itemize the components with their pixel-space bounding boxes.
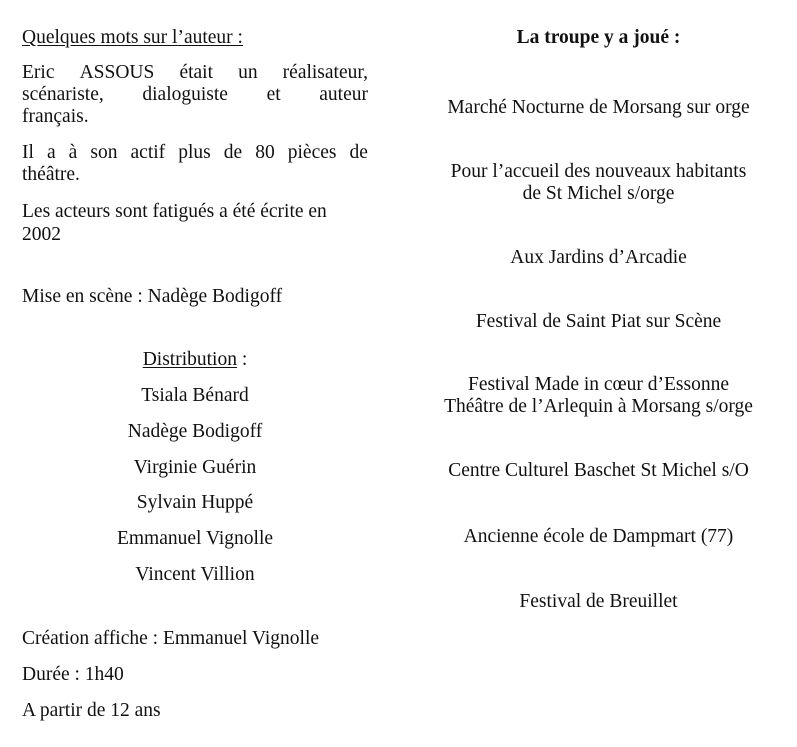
author-heading [22, 27, 243, 48]
bio-line-5: théâtre. [22, 164, 80, 185]
word: Eric [22, 62, 55, 83]
distribution-heading [22, 349, 368, 370]
venue: Marché Nocturne de Morsang sur orge [447, 97, 750, 118]
word: et [266, 84, 281, 105]
word: scénariste, [22, 84, 104, 105]
bio-line-4 [22, 142, 368, 163]
word: Il [22, 142, 34, 163]
venue: Pour l’accueil des nouveaux habitants [450, 161, 747, 182]
word: à [68, 142, 78, 163]
actor: Virginie Guérin [133, 457, 257, 478]
venue: Festival de Breuillet [519, 591, 678, 612]
venues-heading: La troupe y a joué : [516, 27, 681, 48]
venue: Festival Made in cœur d’Essonne [467, 374, 730, 395]
bio-line-2 [22, 84, 368, 105]
word: un [238, 62, 258, 83]
distribution-heading-text: Distribution [142, 349, 237, 370]
bio-line-7: 2002 [22, 224, 61, 245]
venue-line-2: de St Michel s/orge [522, 183, 675, 204]
poster-credit: Création affiche : Emmanuel Vignolle [22, 628, 320, 649]
word: actif [130, 142, 166, 163]
actor: Sylvain Huppé [136, 492, 254, 513]
word: pièces [287, 142, 337, 163]
word: de [223, 142, 243, 163]
actor: Nadège Bodigoff [127, 421, 263, 442]
distribution-heading-suffix: : [236, 349, 248, 370]
venue: Ancienne école de Dampmart (77) [463, 526, 734, 547]
word: auteur [319, 84, 368, 105]
word: plus [178, 142, 211, 163]
word: dialoguiste [142, 84, 228, 105]
word: a [46, 142, 56, 163]
venue: Centre Culturel Baschet St Michel s/O [448, 460, 749, 481]
word: était [179, 62, 214, 83]
word: son [90, 142, 118, 163]
bio-line-3: français. [22, 106, 89, 127]
venue-line-2: Théâtre de l’Arlequin à Morsang s/orge [444, 396, 753, 417]
actor: Vincent Villion [135, 564, 255, 585]
director: Mise en scène : Nadège Bodigoff [22, 286, 283, 307]
bio-line-6: Les acteurs sont fatigués a été écrite en [22, 201, 327, 222]
word: ASSOUS [79, 62, 155, 83]
age-rating: A partir de 12 ans [22, 700, 161, 721]
venue: Aux Jardins d’Arcadie [510, 247, 687, 268]
bio-line-1 [22, 62, 368, 83]
word: 80 [255, 142, 275, 163]
word: de [349, 142, 368, 163]
author-heading-text: Quelques mots sur l’auteur : [22, 27, 243, 48]
word: réalisateur, [282, 62, 368, 83]
actor: Tsiala Bénard [141, 385, 249, 406]
actor: Emmanuel Vignolle [116, 528, 274, 549]
venue: Festival de Saint Piat sur Scène [475, 311, 722, 332]
duration: Durée : 1h40 [22, 664, 124, 685]
